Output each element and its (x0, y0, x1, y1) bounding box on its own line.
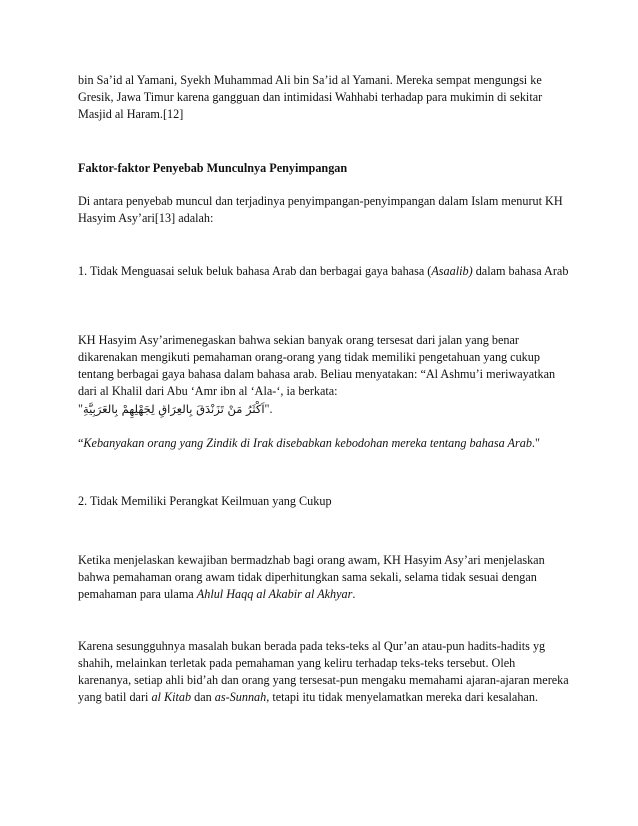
translation-open: “ (78, 436, 84, 450)
quote-translation (78, 435, 570, 452)
point-2: 2. Tidak Memiliki Perangkat Keilmuan yang Cukup (78, 494, 332, 508)
sources-term-kitab: al Kitab (151, 690, 192, 704)
arabic-quote (78, 401, 570, 418)
paragraph-intro: Di antara penyebab muncul dan terjadinya penyimpangan-penyimpangan dalam Islam menurut KH Hasyim Asy’ari[13] adalah: (78, 194, 563, 225)
madzhab-text: Ketika menjelaskan kewajiban bermadzhab bagi orang awam, KH Hasyim Asy’ari menjelaskan bahwa pemahaman orang awam tidak diperhitungkan sama sekali, selama tidak sesuai dengan pemahaman para ulama (78, 553, 545, 601)
sources-term-sunnah: as-Sunnah, (214, 690, 270, 704)
arabic-quote-close: ". (264, 402, 273, 416)
translation-close: ." (531, 436, 540, 450)
point-1 (78, 263, 570, 280)
point-1-term: Asaalib) (431, 264, 473, 278)
arabic-text: اَكْثَرُ مَنْ تَزَنْدَقَ بِالعِرَاقِ لِجَهْلِهِمْ بِالعَرَبِيَّةِ (82, 402, 265, 416)
paragraph-explanation: KH Hasyim Asy’arimenegaskan bahwa sekian banyak orang tersesat dari jalan yang benar dikarenakan mengikuti pemahaman orang-orang yang tidak memiliki pengetahuan yang cukup tentang berbagai gaya bahasa dalam bahasa arab. Beliau menyatakan: “Al Ashmu’i meriwayatkan dari al Khalil dari Abu ‘Amr ibn al ‘Ala-‘, ia berkata: (78, 333, 556, 398)
sources-connector: dan (191, 690, 215, 704)
point-1-text-end: dalam bahasa Arab (472, 264, 569, 278)
sources-text: Karena sesungguhnya masalah bukan berada pada teks-teks al Qur’an atau-pun hadits-hadits yg shahih, melainkan terletak pada pemahaman yang keliru terhadap teks-teks tersebut. Oleh karenanya, setiap ahli bid’ah dan orang yang tersesat-pun mengaku memahami ajaran-ajaran mereka yang batil dari (78, 639, 569, 704)
section-heading: Faktor-faktor Penyebab Munculnya Penyimpangan (78, 161, 348, 175)
point-1-text: 1. Tidak Menguasai seluk beluk bahasa Arab dan berbagai gaya bahasa ( (78, 264, 432, 278)
translation-text: Kebanyakan orang yang Zindik di Irak disebabkan kebodohan mereka tentang bahasa Arab (83, 436, 532, 450)
madzhab-text-end: . (352, 587, 356, 601)
madzhab-term: Ahlul Haqq al Akabir al Akhyar (196, 587, 353, 601)
sources-text-end: tetapi itu tidak menyelamatkan mereka dari kesalahan. (269, 690, 538, 704)
arabic-quote-open: " (78, 402, 83, 416)
paragraph-continuation: bin Sa’id al Yamani, Syekh Muhammad Ali bin Sa’id al Yamani. Mereka sempat mengungsi ke Gresik, Jawa Timur karena gangguan dan intimidasi Wahhabi terhadap para mukimin di sekitar Masjid al Haram.[12] (78, 73, 543, 121)
paragraph-madzhab (78, 552, 570, 603)
paragraph-sources (78, 638, 570, 706)
